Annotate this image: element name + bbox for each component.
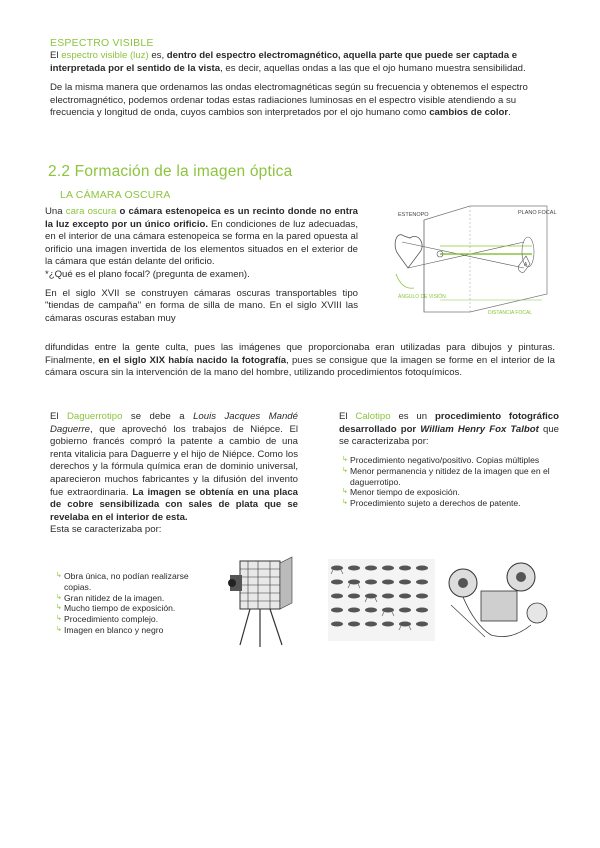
horse-motion-photos [328,559,435,641]
text-run: El [50,50,62,61]
daguerrotipo-intro: Esta se caracterizaba por: [50,524,162,536]
list-item: ↳ Menor permanencia y nitidez de la imagen que en el daguerrotipo. [342,466,560,488]
bold-run: dentro del espectro electromagnético, aquella parte que puede ser captada e interpretada por el sentido de la vista [50,50,518,74]
list-item: ↳ Imagen en blanco y negro [56,625,206,636]
text-run: se debe a [122,411,194,422]
text-run: De la misma manera que ordenamos las ondas electromagnéticas según su frecuencia y obtenemos el espectro electromagnético, podemos ordenar todas estas radiaciones luminosas en el espectro visible atendiendo a su frecuencia y longitud de onda, cuyos cambios son interpretados por el ojo humano como [50,82,528,119]
daguerrotipo-list [56,571,206,636]
section-title: 2.2 Formación de la imagen óptica [48,163,293,180]
calotype-apparatus-image [441,555,559,643]
spectrum-paragraph-2 [50,82,556,120]
photo-grid-bg [328,559,435,641]
text-run: , es decir, aquellas ondas a las que el ojo humano muestra sensibilidad. [220,62,526,74]
text-run: El [50,411,67,422]
text-run: , pues se consigue que la imagen se forme en el interior de la cámara oscura sin la intervención de la mano del hombre, utilizando procedimientos fotoquímicos. [45,354,556,379]
heart-object [395,235,422,268]
exam-question: *¿Qué es el plano focal? (pregunta de examen). [45,268,250,280]
camera-paragraph-2-cont [45,342,555,380]
calotipo-paragraph [339,411,559,449]
text-run: , que aprovechó los trabajos de Niépce. El gobierno francés compró la patente a cambio de una renta vitalicia para Daguerre y el hijo de Niépce. Como los derechos y la fórmula química eran de dominio universal, aparecieron muchos fabricantes y la difusión del invento fue extraordinaria. [50,423,298,498]
camera-paragraph-2: En el siglo XVII se construyen cámaras oscuras transportables tipo "tiendas de campaña" en forma de silla de mano. En el siglo XVIII las cámaras oscuras estaban muy [45,287,358,324]
label-a: A [524,262,528,268]
bold-run: cambios de color [429,107,509,119]
list-item: ↳ Gran nitidez de la imagen. [56,593,206,604]
spectrum-heading: ESPECTRO VISIBLE [50,37,154,49]
camera-heading: LA CÁMARA OSCURA [60,189,171,201]
list-item: ↳ Procedimiento negativo/positivo. Copias múltiples [342,455,560,466]
reel-hub [458,578,468,588]
support-bar [451,605,485,637]
text-run: . [508,107,511,119]
term-highlight: cara oscura [65,206,117,217]
text-run: En condiciones de luz adecuadas, en el interior de una cámara estenopeica se forma en la pared opuesta al orificio una imagen invertida de los elementos situados en el exterior de la cámara que están delante del orificio. [45,218,358,268]
text-run: El [339,411,356,422]
camera-obscura-diagram [392,202,562,320]
term-highlight: espectro visible (luz) [61,50,149,61]
list-item: ↳ Procedimiento complejo. [56,614,206,625]
list-item: ↳ Obra única, no podían realizarse copias. [56,571,206,593]
bold-run: en el siglo XIX había nacido la fotografía [98,354,287,366]
term-highlight: Daguerrotipo [66,411,123,422]
person-name: William Henry Fox Talbot [420,423,539,435]
angle-arc [396,274,414,288]
camera-paragraph-1 [45,206,358,269]
camera-side [280,557,292,609]
term-highlight: Calotipo [355,411,391,422]
roller [527,603,547,623]
tripod-leg [270,609,282,645]
text-run: difundidas entre la gente culta, pues las imágenes que proporcionaba eran utilizadas para dibujos y pinturas. Finalmente, [45,342,555,366]
label-plano-focal: PLANO FOCAL [518,210,557,216]
tripod-leg [240,609,250,645]
text-run: es, [148,50,167,61]
list-item: ↳ Menor tiempo de exposición. [342,487,560,498]
daguerreotype-camera-image [226,553,304,651]
bold-run: procedimiento fotográfico desarrollado por [339,411,559,435]
text-run: que se caracterizaba por: [339,423,559,448]
daguerrotipo-section [50,411,298,537]
calotipo-section [339,411,559,449]
list-item: ↳ Mucho tiempo de exposición. [56,603,206,614]
label-angulo: ÁNGULO DE VISIÓN [398,294,446,300]
camera-text [45,206,358,325]
person-name: Louis Jacques Mandé Daguerre [50,411,298,435]
lens-glass [228,579,236,587]
bold-run: o cámara estenopeica es un recinto donde no entra la luz excepto por un único orificio. [45,206,359,230]
reel-hub [516,572,526,582]
text-run: es un [390,411,435,422]
text-run: Una [45,206,66,217]
calotipo-list [342,455,560,509]
label-distancia: DISTANCIA FOCAL [488,310,533,316]
apparatus-box [481,591,517,621]
spectrum-paragraph-1 [50,50,556,75]
daguerrotipo-paragraph [50,411,298,524]
label-estenopo: ESTENOPO [398,212,429,218]
spectrum-section [50,37,556,120]
list-item: ↳ Procedimiento sujeto a derechos de patente. [342,498,560,509]
bold-run: La imagen se obtenía en una placa de cobre sensibilizada con sales de plata que se revelaba en el interior de esta. [50,486,298,523]
